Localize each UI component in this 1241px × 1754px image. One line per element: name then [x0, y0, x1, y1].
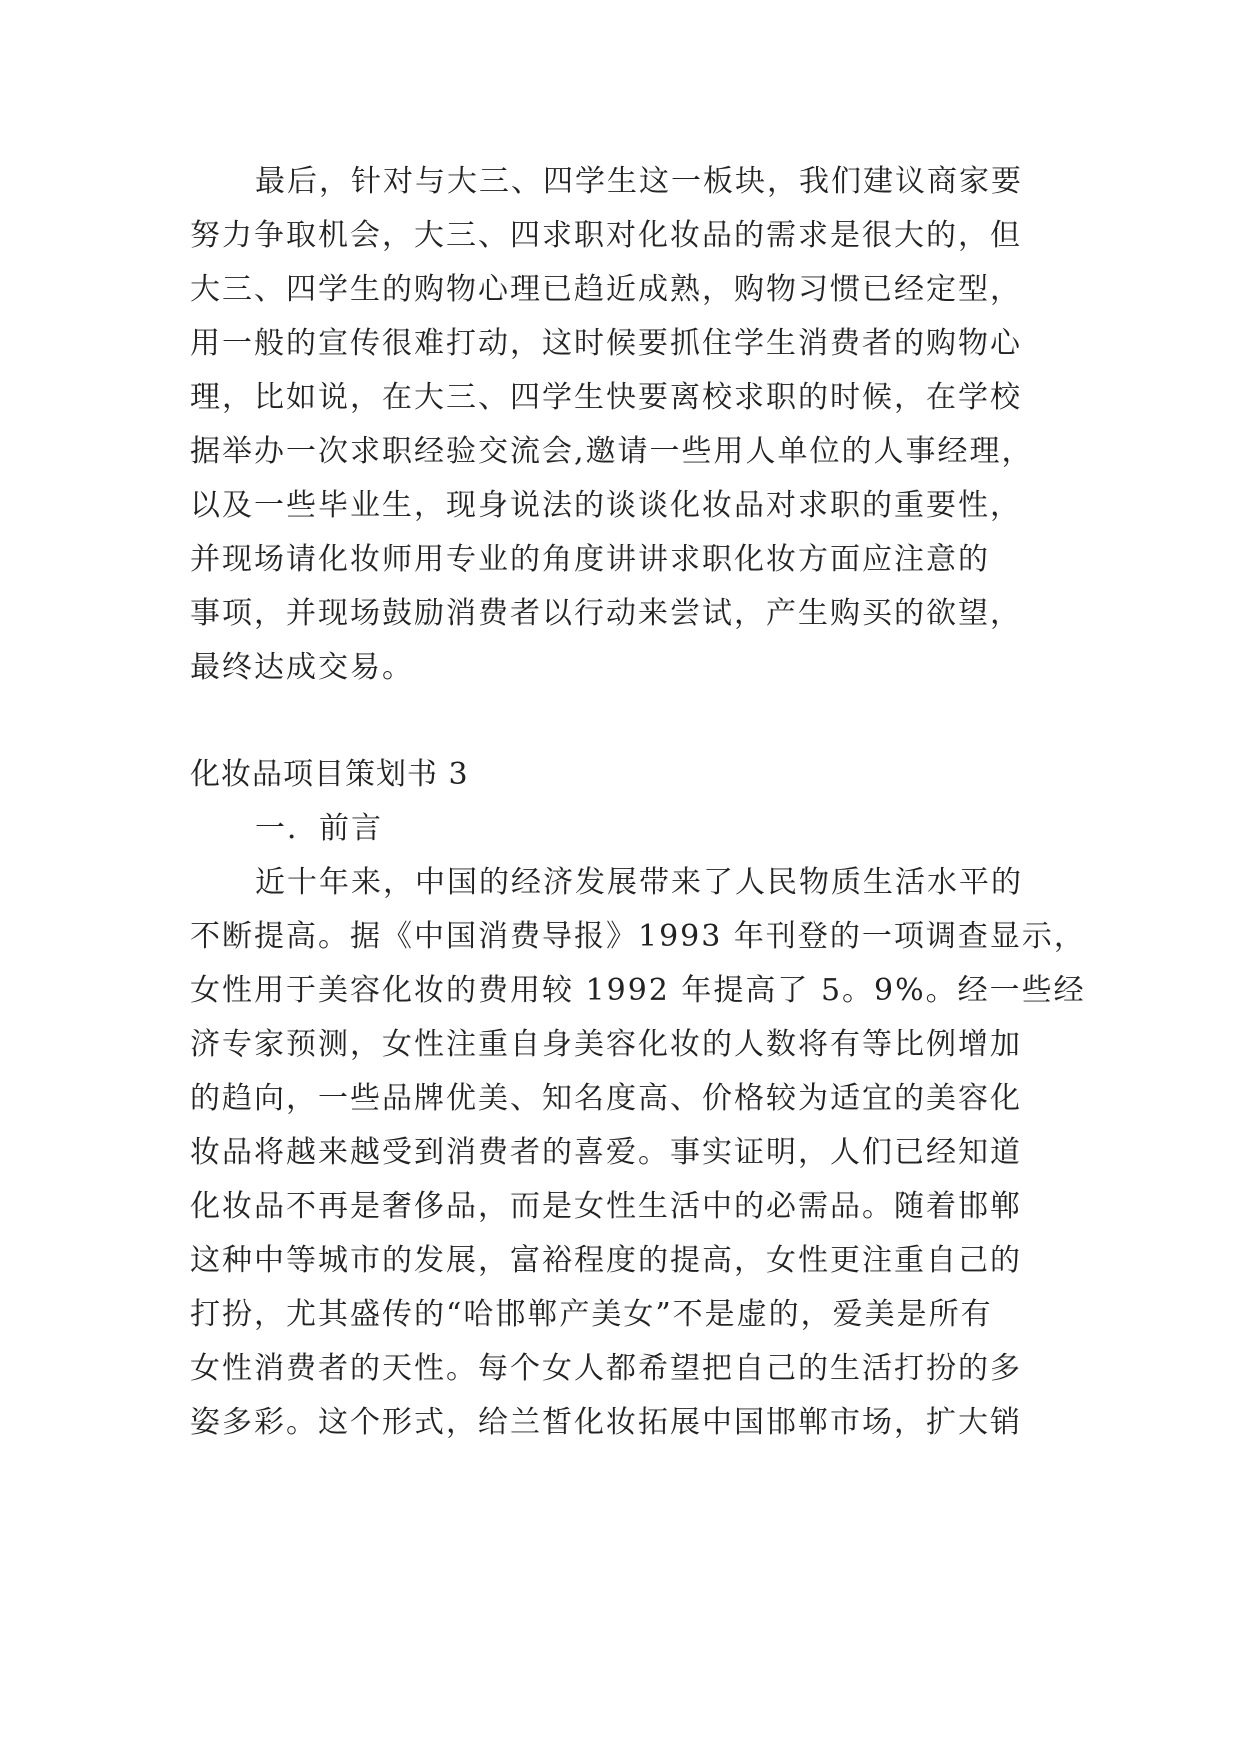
paragraph-line: 据举办一次求职经验交流会,邀请一些用人单位的人事经理， [190, 434, 1034, 469]
paragraph-line: 的趋向，一些品牌优美、知名度高、价格较为适宜的美容化 [190, 1081, 1022, 1116]
paragraph-line: 济专家预测，女性注重自身美容化妆的人数将有等比例增加 [190, 1027, 1022, 1062]
paragraph-line: 姿多彩。这个形式，给兰皙化妆拓展中国邯郸市场，扩大销 [190, 1405, 1022, 1440]
paragraph-line: 近十年来，中国的经济发展带来了人民物质生活水平的 [255, 865, 1023, 900]
paragraph-line: 妆品将越来越受到消费者的喜爱。事实证明，人们已经知道 [190, 1135, 1022, 1170]
paragraph-line: 努力争取机会，大三、四求职对化妆品的需求是很大的，但 [190, 218, 1022, 253]
paragraph-line: 以及一些毕业生，现身说法的谈谈化妆品对求职的重要性， [190, 488, 1022, 523]
section-title: 化妆品项目策划书 3 [190, 757, 469, 792]
paragraph-line: 理，比如说，在大三、四学生快要离校求职的时候，在学校 [190, 380, 1022, 415]
paragraph-line: 这种中等城市的发展，富裕程度的提高，女性更注重自己的 [190, 1243, 1022, 1278]
paragraph-line: 事项，并现场鼓励消费者以行动来尝试，产生购买的欲望， [190, 596, 1022, 631]
paragraph-line: 化妆品不再是奢侈品，而是女性生活中的必需品。随着邯郸 [190, 1189, 1022, 1224]
paragraph-line: 最终达成交易。 [190, 650, 414, 685]
paragraph-line: 大三、四学生的购物心理已趋近成熟，购物习惯已经定型， [190, 272, 1022, 307]
paragraph-line: 不断提高。据《中国消费导报》1993 年刊登的一项调查显示， [190, 919, 1086, 954]
paragraph-line: 打扮，尤其盛传的“哈邯郸产美女”不是虚的，爱美是所有 [190, 1297, 993, 1332]
paragraph-line: 最后，针对与大三、四学生这一板块，我们建议商家要 [255, 164, 1023, 199]
subsection-title: 一．前言 [255, 811, 383, 846]
paragraph-line: 女性消费者的天性。每个女人都希望把自己的生活打扮的多 [190, 1351, 1022, 1386]
paragraph-line: 并现场请化妆师用专业的角度讲讲求职化妆方面应注意的 [190, 542, 990, 577]
paragraph-line: 女性用于美容化妆的费用较 1992 年提高了 5。9%。经一些经 [190, 973, 1086, 1008]
paragraph-line: 用一般的宣传很难打动，这时候要抓住学生消费者的购物心 [190, 326, 1022, 361]
